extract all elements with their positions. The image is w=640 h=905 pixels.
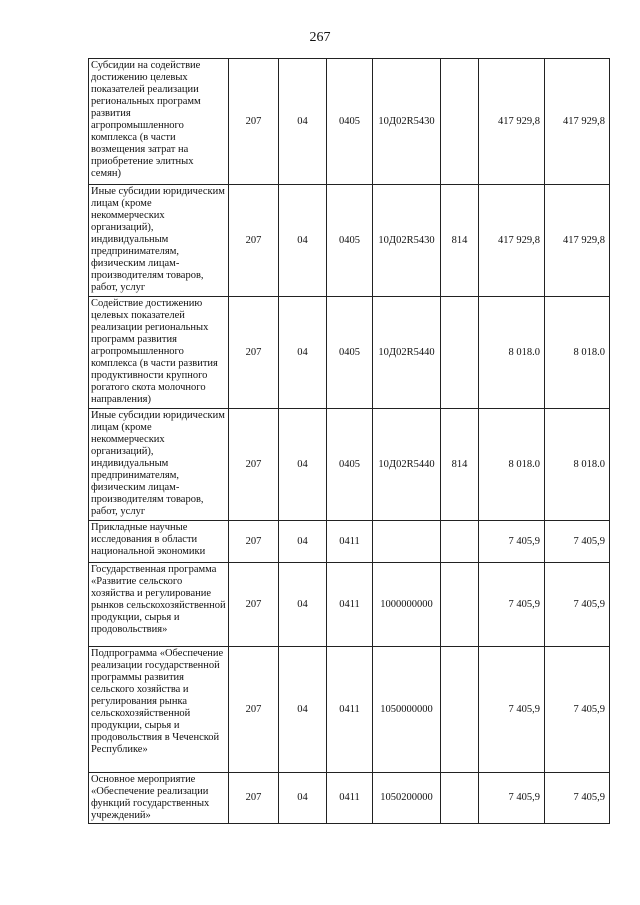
subsection-code: 0411 bbox=[327, 521, 373, 563]
section-code: 04 bbox=[279, 409, 327, 521]
subsection-code: 0411 bbox=[327, 773, 373, 824]
table-row bbox=[89, 521, 610, 563]
expense-type-code: 814 bbox=[441, 185, 479, 297]
expense-type-code: 814 bbox=[441, 409, 479, 521]
table-row bbox=[89, 773, 610, 824]
row-name: Субсидии на содействие достижению целевых показателей реализации региональных программ развития агропромышленного комплекса (в части возмещения затрат на приобретение элитных семян) bbox=[89, 59, 229, 185]
subsection-code: 0405 bbox=[327, 185, 373, 297]
subsection-code: 0405 bbox=[327, 297, 373, 409]
amount-2: 7 405,9 bbox=[545, 521, 610, 563]
row-name: Иные субсидии юридическим лицам (кроме некоммерческих организаций), индивидуальным предпринимателям, физическим лицам-производителям товаров, работ, услуг bbox=[89, 409, 229, 521]
amount-1: 7 405,9 bbox=[479, 647, 545, 773]
row-name: Содействие достижению целевых показателей реализации региональных программ развития агропромышленного комплекса (в части развития продуктивности крупного рогатого скота молочного направления) bbox=[89, 297, 229, 409]
expense-type-code bbox=[441, 59, 479, 185]
amount-2: 417 929,8 bbox=[545, 185, 610, 297]
subsection-code: 0405 bbox=[327, 409, 373, 521]
section-code: 04 bbox=[279, 59, 327, 185]
row-name: Подпрограмма «Обеспечение реализации государственной программы развития сельского хозяйства и регулирования рынка сельскохозяйственной продукции, сырья и продовольствия в Чеченской Республике» bbox=[89, 647, 229, 773]
ved-code: 207 bbox=[229, 521, 279, 563]
ved-code: 207 bbox=[229, 647, 279, 773]
expense-type-code bbox=[441, 297, 479, 409]
target-article-code: 1050200000 bbox=[373, 773, 441, 824]
target-article-code bbox=[373, 521, 441, 563]
page-number: 267 bbox=[309, 30, 331, 45]
expense-type-code bbox=[441, 647, 479, 773]
target-article-code: 1050000000 bbox=[373, 647, 441, 773]
amount-2: 7 405,9 bbox=[545, 563, 610, 647]
amount-2: 8 018.0 bbox=[545, 409, 610, 521]
amount-2: 417 929,8 bbox=[545, 59, 610, 185]
section-code: 04 bbox=[279, 773, 327, 824]
amount-1: 417 929,8 bbox=[479, 59, 545, 185]
ved-code: 207 bbox=[229, 773, 279, 824]
section-code: 04 bbox=[279, 647, 327, 773]
amount-1: 417 929,8 bbox=[479, 185, 545, 297]
expense-type-code bbox=[441, 521, 479, 563]
target-article-code: 10Д02R5440 bbox=[373, 409, 441, 521]
table-row bbox=[89, 297, 610, 409]
table-row bbox=[89, 409, 610, 521]
amount-1: 7 405,9 bbox=[479, 563, 545, 647]
ved-code: 207 bbox=[229, 409, 279, 521]
target-article-code: 10Д02R5430 bbox=[373, 59, 441, 185]
subsection-code: 0405 bbox=[327, 59, 373, 185]
subsection-code: 0411 bbox=[327, 647, 373, 773]
table-row bbox=[89, 647, 610, 773]
section-code: 04 bbox=[279, 563, 327, 647]
target-article-code: 10Д02R5430 bbox=[373, 185, 441, 297]
ved-code: 207 bbox=[229, 185, 279, 297]
table-row bbox=[89, 185, 610, 297]
budget-table bbox=[88, 58, 610, 824]
amount-1: 7 405,9 bbox=[479, 521, 545, 563]
amount-2: 8 018.0 bbox=[545, 297, 610, 409]
expense-type-code bbox=[441, 563, 479, 647]
section-code: 04 bbox=[279, 297, 327, 409]
row-name: Иные субсидии юридическим лицам (кроме некоммерческих организаций), индивидуальным предпринимателям, физическим лицам-производителям товаров, работ, услуг bbox=[89, 185, 229, 297]
amount-1: 8 018.0 bbox=[479, 297, 545, 409]
section-code: 04 bbox=[279, 521, 327, 563]
target-article-code: 10Д02R5440 bbox=[373, 297, 441, 409]
expense-type-code bbox=[441, 773, 479, 824]
amount-2: 7 405,9 bbox=[545, 773, 610, 824]
target-article-code: 1000000000 bbox=[373, 563, 441, 647]
subsection-code: 0411 bbox=[327, 563, 373, 647]
amount-1: 8 018.0 bbox=[479, 409, 545, 521]
ved-code: 207 bbox=[229, 563, 279, 647]
row-name: Государственная программа «Развитие сельского хозяйства и регулирование рынков сельскохозяйственной продукции, сырья и продовольствия» bbox=[89, 563, 229, 647]
row-name: Основное мероприятие «Обеспечение реализации функций государственных учреждений» bbox=[89, 773, 229, 824]
ved-code: 207 bbox=[229, 297, 279, 409]
section-code: 04 bbox=[279, 185, 327, 297]
table-row bbox=[89, 59, 610, 185]
row-name: Прикладные научные исследования в области национальной экономики bbox=[89, 521, 229, 563]
amount-1: 7 405,9 bbox=[479, 773, 545, 824]
ved-code: 207 bbox=[229, 59, 279, 185]
table-row bbox=[89, 563, 610, 647]
amount-2: 7 405,9 bbox=[545, 647, 610, 773]
